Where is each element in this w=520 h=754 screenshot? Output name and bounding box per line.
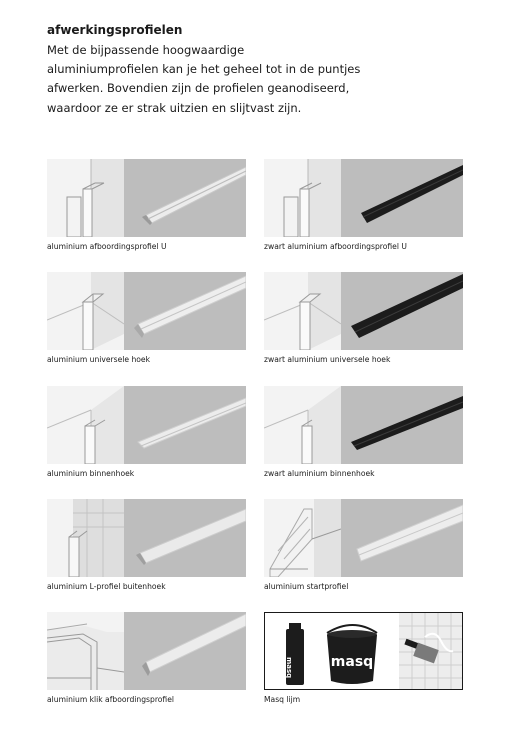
u-profile-icon bbox=[47, 159, 124, 237]
product-image bbox=[264, 499, 463, 577]
section-title: afwerkingsprofielen bbox=[47, 23, 183, 37]
product-image bbox=[47, 612, 246, 690]
intro-line: afwerken. Bovendien zijn de profielen geanodiseerd, bbox=[47, 81, 350, 96]
product-tile bbox=[264, 612, 463, 705]
product-image bbox=[47, 386, 246, 464]
profile-photo bbox=[341, 272, 463, 350]
svg-text:masq: masq bbox=[285, 657, 293, 679]
product-image bbox=[264, 272, 463, 350]
product-image bbox=[264, 159, 463, 237]
product-tile bbox=[264, 386, 463, 479]
intro-text bbox=[47, 41, 467, 118]
intro-line: Met de bijpassende hoogwaardige bbox=[47, 43, 245, 57]
product-tile bbox=[264, 272, 463, 365]
profile-photo bbox=[124, 499, 246, 577]
product-image bbox=[47, 499, 246, 577]
profile-photo bbox=[341, 159, 463, 237]
inner-corner-icon bbox=[264, 386, 341, 464]
profile-photo bbox=[124, 612, 246, 690]
inner-corner-icon bbox=[47, 386, 124, 464]
profile-photo bbox=[341, 386, 463, 464]
product-tile bbox=[47, 159, 246, 252]
profile-photo bbox=[341, 499, 463, 577]
product-caption: zwart aluminium afboordingsprofiel U bbox=[264, 242, 407, 251]
product-image bbox=[47, 272, 246, 350]
product-caption: zwart aluminium universele hoek bbox=[264, 355, 391, 364]
product-tile bbox=[47, 272, 246, 365]
u-profile-icon bbox=[264, 159, 341, 237]
universal-corner-icon bbox=[47, 272, 124, 350]
universal-corner-icon bbox=[264, 272, 341, 350]
product-caption: Masq lijm bbox=[264, 695, 301, 704]
product-tile bbox=[47, 499, 246, 592]
product-caption: aluminium startprofiel bbox=[264, 582, 349, 591]
profile-photo bbox=[124, 386, 246, 464]
start-profile-icon bbox=[264, 499, 341, 577]
product-tile bbox=[47, 612, 246, 705]
product-caption: aluminium universele hoek bbox=[47, 355, 151, 364]
l-profile-outer-corner-icon bbox=[47, 499, 124, 577]
masq-glue-icon bbox=[264, 612, 463, 690]
product-image bbox=[47, 159, 246, 237]
product-tile bbox=[264, 159, 463, 252]
product-tile bbox=[264, 499, 463, 592]
product-caption: aluminium L-profiel buitenhoek bbox=[47, 582, 166, 591]
profile-photo bbox=[124, 272, 246, 350]
profile-photo bbox=[124, 159, 246, 237]
product-tile bbox=[47, 386, 246, 479]
product-caption: aluminium binnenhoek bbox=[47, 469, 135, 478]
product-caption: aluminium afboordingsprofiel U bbox=[47, 242, 167, 251]
intro-line: waardoor ze er strak uitzien en slijtvast zijn. bbox=[47, 100, 302, 115]
product-caption: zwart aluminium binnenhoek bbox=[264, 469, 375, 478]
intro-block bbox=[47, 22, 467, 118]
click-edge-profile-icon bbox=[47, 612, 124, 690]
product-caption: aluminium klik afboordingsprofiel bbox=[47, 695, 174, 704]
intro-line: aluminiumprofielen kan je het geheel tot in de puntjes bbox=[47, 62, 361, 77]
svg-text:masq: masq bbox=[330, 654, 374, 670]
product-image bbox=[264, 386, 463, 464]
